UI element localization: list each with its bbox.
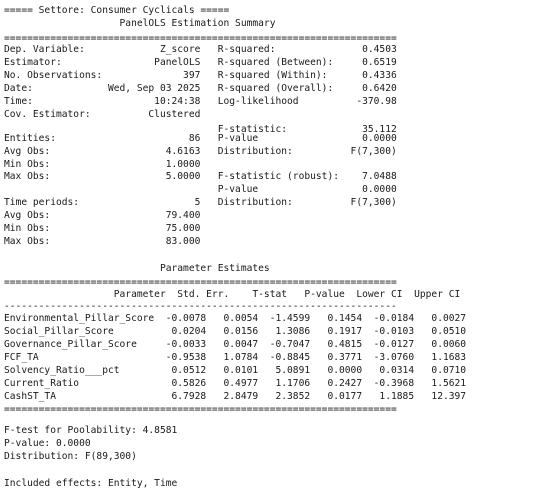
output-line: Included effects: Entity, Time	[4, 478, 178, 489]
output-line: Date: Wed, Sep 03 2025 R-squared (Overall): 0.6420	[4, 83, 397, 94]
output-line: Max Obs: 83.000	[4, 236, 397, 247]
output-line: Avg Obs: 4.6163 Distribution: F(7,300)	[4, 146, 397, 157]
output-line: Min Obs: 1.0000	[4, 159, 397, 170]
output-line: F-statistic: 35.112	[4, 124, 397, 135]
output-line	[4, 248, 397, 261]
output-line: Solvency_Ratio___pct 0.0512 0.0101 5.0891 0.0000 0.0314 0.0710	[4, 365, 467, 376]
output-line: Environmental_Pillar_Score -0.0078 0.0054 -1.4599 0.1454 -0.0184 0.0027	[4, 313, 467, 324]
output-line: Min Obs: 75.000	[4, 223, 397, 234]
output-line: Parameter Estimates	[4, 263, 397, 274]
output-line: Max Obs: 5.0000 F-statistic (robust): 7.0488	[4, 171, 397, 182]
output-line: PanelOLS Estimation Summary	[4, 18, 397, 29]
output-line: Governance_Pillar_Score -0.0033 0.0047 -0.7047 0.4815 -0.0127 0.0060	[4, 339, 467, 350]
output-line: P-value 0.0000	[4, 184, 397, 195]
output-line: Time periods: 5 Distribution: F(7,300)	[4, 197, 397, 208]
output-line: Time: 10:24:38 Log-likelihood -370.98	[4, 96, 397, 107]
output-line: No. Observations: 397 R-squared (Within): 0.4336	[4, 70, 397, 81]
output-line: P-value: 0.0000	[4, 438, 91, 449]
output-line: FCF_TA -0.9538 1.0784 -0.8845 0.3771 -3.0760 1.1683	[4, 352, 467, 363]
output-line: ====================================================================	[4, 277, 397, 288]
output-line: Social_Pillar_Score 0.0204 0.0156 1.3086 0.1917 -0.0103 0.0510	[4, 326, 467, 337]
output-line: --------------------------------------------------------------------	[4, 301, 397, 312]
output-line: ===== Settore: Consumer Cyclicals =====	[4, 5, 230, 16]
output-line: Entities: 86 P-value 0.0000	[4, 133, 397, 144]
output-line: F-test for Poolability: 4.8581	[4, 425, 178, 436]
output-line: Cov. Estimator: Clustered	[4, 109, 397, 120]
output-line: Distribution: F(89,300)	[4, 451, 137, 462]
output-line: Avg Obs: 79.400	[4, 210, 397, 221]
output-line: Estimator: PanelOLS R-squared (Between): 0.6519	[4, 57, 397, 68]
output-line: ====================================================================	[4, 33, 397, 44]
output-line: ====================================================================	[4, 404, 397, 415]
output-line: Dep. Variable: Z_score R-squared: 0.4503	[4, 44, 397, 55]
output-line: Parameter Std. Err. T-stat P-value Lower CI Upper CI	[4, 289, 461, 300]
output-line: CashST_TA 6.7928 2.8479 2.3852 0.0177 1.1885 12.397	[4, 391, 467, 402]
output-line: Current_Ratio 0.5826 0.4977 1.1706 0.2427 -0.3968 1.5621	[4, 378, 467, 389]
